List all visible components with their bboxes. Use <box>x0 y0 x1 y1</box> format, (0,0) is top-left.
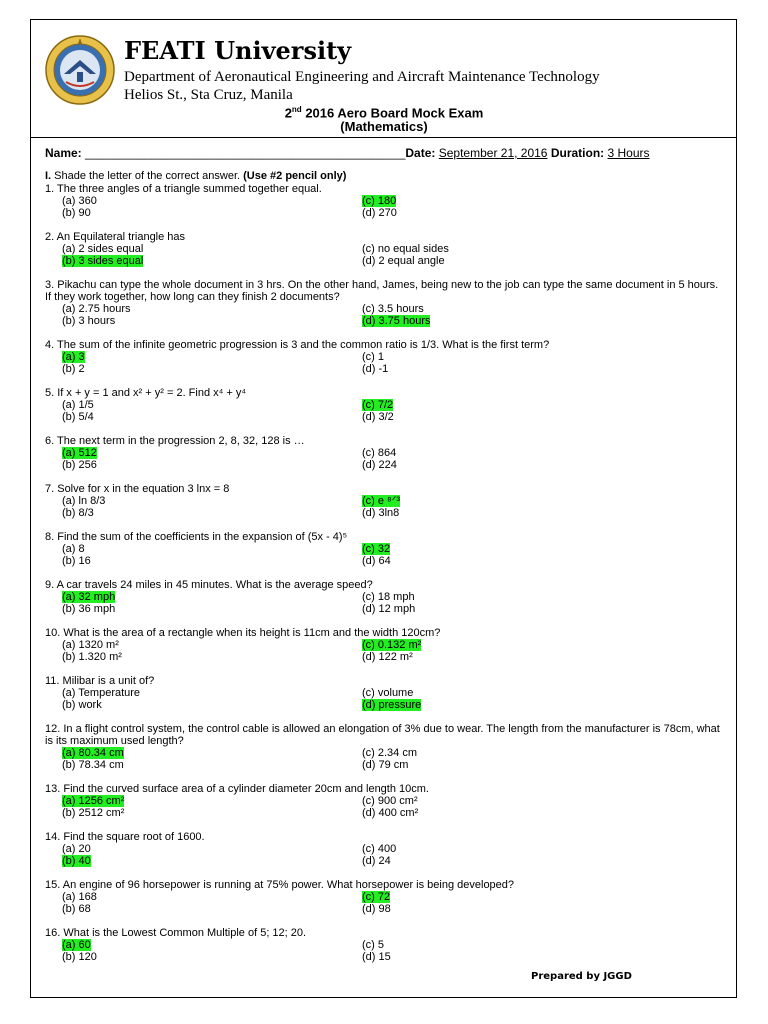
option-b[interactable]: (b) 3 sides equal <box>62 255 144 267</box>
option-b[interactable]: (b) 1.320 m² <box>62 651 122 663</box>
option-a[interactable]: (a) 60 <box>62 939 91 951</box>
name-label: Name: <box>45 146 82 160</box>
option-d[interactable]: (d) 79 cm <box>362 759 409 771</box>
address: Helios St., Sta Cruz, Manila <box>124 87 293 103</box>
option-a[interactable]: (a) 1/5 <box>62 399 94 411</box>
option-d[interactable]: (d) 400 cm² <box>362 807 419 819</box>
answer-options <box>62 891 725 915</box>
answer-options <box>62 447 725 471</box>
name-date-row <box>45 146 650 161</box>
question-text: 11. Milibar is a unit of? <box>45 675 155 687</box>
option-a[interactable]: (a) 80.34 cm <box>62 747 124 759</box>
answer-options <box>62 543 725 567</box>
exam-ordinal-suffix: nd <box>291 105 302 114</box>
option-d[interactable]: (d) 270 <box>362 207 397 219</box>
option-d[interactable]: (d) pressure <box>362 699 422 711</box>
instructions-bold: (Use #2 pencil only) <box>243 170 347 182</box>
question-text: 15. An engine of 96 horsepower is running at 75% power. What horsepower is being developed? <box>45 879 515 891</box>
option-a[interactable]: (a) 2.75 hours <box>62 303 131 315</box>
question-text: 3. Pikachu can type the whole document in 3 hrs. On the other hand, James, being new to the job can type the same document in 5 hours. If they work together, how long can they finish 2 documents? <box>45 279 719 303</box>
option-d[interactable]: (d) 224 <box>362 459 397 471</box>
option-c[interactable]: (c) 900 cm² <box>362 795 418 807</box>
option-d[interactable]: (d) -1 <box>362 363 389 375</box>
exam-subject: (Mathematics) <box>340 119 428 134</box>
answer-options <box>62 303 725 327</box>
option-c[interactable]: (c) 2.34 cm <box>362 747 418 759</box>
question-text: 4. The sum of the infinite geometric progression is 3 and the common ratio is 1/3. What is the first term? <box>45 339 550 351</box>
question-text: 6. The next term in the progression 2, 8, 32, 128 is … <box>45 435 305 447</box>
question-text: 14. Find the square root of 1600. <box>45 831 205 843</box>
option-d[interactable]: (d) 122 m² <box>362 651 413 663</box>
question-text: 9. A car travels 24 miles in 45 minutes. What is the average speed? <box>45 579 373 591</box>
option-a[interactable]: (a) 360 <box>62 195 97 207</box>
question-text: 13. Find the curved surface area of a cylinder diameter 20cm and length 10cm. <box>45 783 429 795</box>
question-text: 2. An Equilateral triangle has <box>45 231 186 243</box>
option-a[interactable]: (a) 32 mph <box>62 591 116 603</box>
option-b[interactable]: (b) 3 hours <box>62 315 116 327</box>
question-text: 8. Find the sum of the coefficients in the expansion of (5x - 4)⁵ <box>45 531 348 543</box>
question-item <box>45 531 725 567</box>
answer-options <box>62 639 725 663</box>
option-b[interactable]: (b) 2 <box>62 363 85 375</box>
question-item <box>45 627 725 663</box>
option-a[interactable]: (a) Temperature <box>62 687 141 699</box>
instructions-text: Shade the letter of the correct answer. <box>51 170 244 182</box>
prepared-by: Prepared by JGGD <box>531 971 632 982</box>
header-divider <box>31 137 736 138</box>
option-a[interactable]: (a) 168 <box>62 891 97 903</box>
option-c[interactable]: (c) 180 <box>362 195 397 207</box>
option-a[interactable]: (a) 1256 cm² <box>62 795 125 807</box>
option-c[interactable]: (c) 400 <box>362 843 397 855</box>
option-b[interactable]: (b) 8/3 <box>62 507 94 519</box>
question-item <box>45 879 725 915</box>
option-c[interactable]: (c) 5 <box>362 939 384 951</box>
option-b[interactable]: (b) 16 <box>62 555 91 567</box>
question-item <box>45 783 725 819</box>
option-d[interactable]: (d) 12 mph <box>362 603 416 615</box>
name-field[interactable]: ________________________________________________ <box>85 146 406 160</box>
answer-options <box>62 939 725 963</box>
question-item <box>45 723 725 771</box>
question-list <box>45 183 725 963</box>
date-label: Date: <box>405 146 436 160</box>
answer-options <box>62 747 725 771</box>
answer-options <box>62 795 725 819</box>
option-c[interactable]: (c) 1 <box>362 351 384 363</box>
option-b[interactable]: (b) 36 mph <box>62 603 116 615</box>
option-d[interactable]: (d) 2 equal angle <box>362 255 445 267</box>
answer-options <box>62 495 725 519</box>
option-d[interactable]: (d) 15 <box>362 951 391 963</box>
question-item <box>45 435 725 471</box>
duration-value: 3 Hours <box>607 146 650 160</box>
option-c[interactable]: (c) 18 mph <box>362 591 415 603</box>
option-c[interactable]: (c) 0.132 m² <box>362 639 422 651</box>
answer-options <box>62 243 725 267</box>
question-text: 10. What is the area of a rectangle when its height is 11cm and the width 120cm? <box>45 627 441 639</box>
option-a[interactable]: (a) 2 sides equal <box>62 243 144 255</box>
exam-ordinal: 2 <box>284 105 292 121</box>
question-item <box>45 675 725 711</box>
option-b[interactable]: (b) 256 <box>62 459 97 471</box>
option-c[interactable]: (c) 864 <box>362 447 397 459</box>
answer-options <box>62 591 725 615</box>
question-text: 7. Solve for x in the equation 3 lnx = 8 <box>45 483 230 495</box>
university-name: FEATI University <box>124 36 352 65</box>
option-b[interactable]: (b) 5/4 <box>62 411 94 423</box>
option-a[interactable]: (a) 8 <box>62 543 85 555</box>
option-d[interactable]: (d) 64 <box>362 555 391 567</box>
department-name: Department of Aeronautical Engineering and Aircraft Maintenance Technology <box>124 69 600 85</box>
option-a[interactable]: (a) 512 <box>62 447 97 459</box>
option-b[interactable]: (b) 68 <box>62 903 91 915</box>
answer-options <box>62 195 725 219</box>
option-c[interactable]: (c) no equal sides <box>362 243 449 255</box>
answer-options <box>62 399 725 423</box>
question-item <box>45 483 725 519</box>
question-item <box>45 387 725 423</box>
answer-options <box>62 687 725 711</box>
exam-title-text: 2016 Aero Board Mock Exam <box>301 105 484 121</box>
option-b[interactable]: (b) 2512 cm² <box>62 807 125 819</box>
question-item <box>45 831 725 867</box>
option-a[interactable]: (a) ln 8/3 <box>62 495 106 507</box>
option-d[interactable]: (d) 3.75 hours <box>362 315 431 327</box>
option-a[interactable]: (a) 20 <box>62 843 91 855</box>
option-c[interactable]: (c) volume <box>362 687 414 699</box>
question-item <box>45 231 725 267</box>
option-c[interactable]: (c) 32 <box>362 543 391 555</box>
question-item <box>45 183 725 219</box>
answer-options <box>62 843 725 867</box>
option-a[interactable]: (a) 3 <box>62 351 85 363</box>
option-a[interactable]: (a) 1320 m² <box>62 639 119 651</box>
option-b[interactable]: (b) 90 <box>62 207 91 219</box>
duration-label: Duration: <box>550 146 605 160</box>
option-c[interactable]: (c) e ⁸ᐟ³ <box>362 495 401 507</box>
question-text: 1. The three angles of a triangle summed together equal. <box>45 183 322 195</box>
option-d[interactable]: (d) 3ln8 <box>362 507 400 519</box>
question-text: 16. What is the Lowest Common Multiple of 5; 12; 20. <box>45 927 307 939</box>
option-d[interactable]: (d) 98 <box>362 903 391 915</box>
option-d[interactable]: (d) 3/2 <box>362 411 394 423</box>
answer-options <box>62 351 725 375</box>
question-item <box>45 339 725 375</box>
question-text: 5. If x + y = 1 and x² + y² = 2. Find x⁴ + y⁴ <box>45 387 247 399</box>
option-c[interactable]: (c) 7/2 <box>362 399 394 411</box>
question-item <box>45 279 725 327</box>
option-d[interactable]: (d) 24 <box>362 855 391 867</box>
option-c[interactable]: (c) 72 <box>362 891 391 903</box>
instructions <box>45 170 346 183</box>
question-text: 12. In a flight control system, the control cable is allowed an elongation of 3% due to wear. The length from the manufacturer is 78cm, what is its maximum used length? <box>45 723 720 747</box>
question-item <box>45 579 725 615</box>
question-item <box>45 927 725 963</box>
date-value: September 21, 2016 <box>438 146 548 160</box>
option-b[interactable]: (b) 78.34 cm <box>62 759 124 771</box>
section-roman: I. <box>45 170 52 182</box>
option-b[interactable]: (b) 120 <box>62 951 97 963</box>
university-seal-icon <box>44 34 116 106</box>
option-c[interactable]: (c) 3.5 hours <box>362 303 424 315</box>
option-b[interactable]: (b) 40 <box>62 855 91 867</box>
option-b[interactable]: (b) work <box>62 699 102 711</box>
